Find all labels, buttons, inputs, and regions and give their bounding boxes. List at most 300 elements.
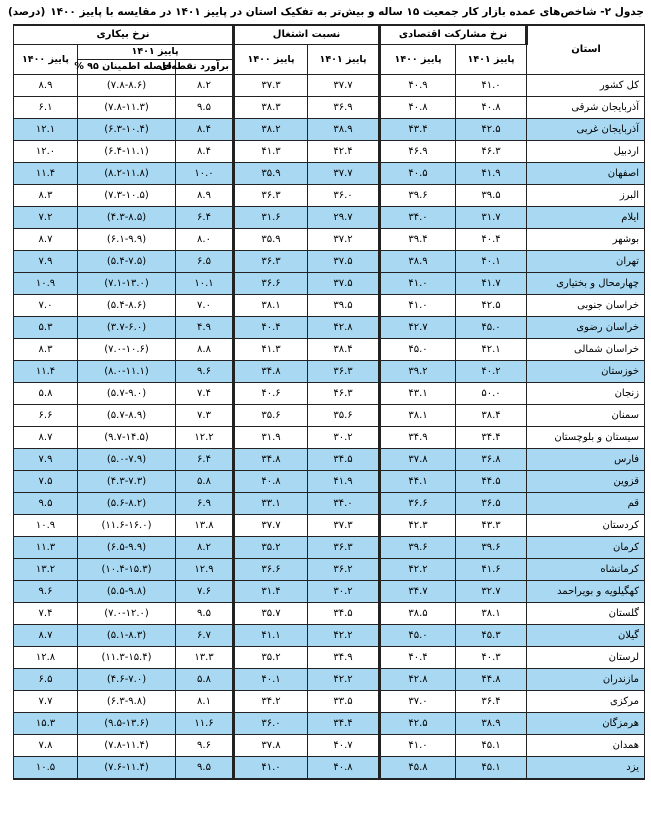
employment-1401-cell: ۳۰.۲ [308, 427, 380, 449]
employment-1401-cell: ۴۶.۳ [308, 383, 380, 405]
ci95-cell: (۷.۸-۱۱.۴) [78, 735, 176, 757]
table-row [14, 581, 645, 603]
employment-1400-header: پاییز ۱۴۰۰ [234, 45, 308, 75]
employment-1400-cell: ۳۱.۴ [234, 581, 308, 603]
table-row [14, 251, 645, 273]
participation-1400-cell: ۴۲.۷ [380, 317, 456, 339]
unemployment-1400-cell: ۱۱.۴ [14, 163, 78, 185]
employment-1400-cell: ۳۷.۳ [234, 75, 308, 97]
participation-1401-cell: ۴۱.۶ [456, 559, 527, 581]
participation-1401-cell: ۴۰.۸ [456, 97, 527, 119]
participation-1401-cell: ۴۰.۳ [456, 647, 527, 669]
table-row [14, 405, 645, 427]
unit-label: (درصد) [8, 6, 46, 18]
participation-1400-cell: ۳۸.۱ [380, 405, 456, 427]
table-row [14, 207, 645, 229]
province-cell: همدان [527, 735, 645, 757]
employment-1400-cell: ۳۳.۱ [234, 493, 308, 515]
table-row [14, 97, 645, 119]
ci95-cell: (۵.۷-۹.۰) [78, 383, 176, 405]
province-cell: کرمانشاه [527, 559, 645, 581]
participation-1400-cell: ۴۰.۴ [380, 647, 456, 669]
employment-1400-cell: ۳۱.۹ [234, 427, 308, 449]
employment-1401-cell: ۳۴.۵ [308, 603, 380, 625]
unemployment-1400-cell: ۷.۸ [14, 735, 78, 757]
ci95-cell: (۹.۷-۱۴.۵) [78, 427, 176, 449]
unemployment-1401-cell: ۱۰.۰ [176, 163, 234, 185]
employment-1401-cell: ۴۲.۴ [308, 141, 380, 163]
unemployment-1400-cell: ۷.۷ [14, 691, 78, 713]
unemployment-1401-cell: ۶.۴ [176, 207, 234, 229]
participation-1401-cell: ۴۳.۳ [456, 515, 527, 537]
employment-1401-cell: ۳۸.۹ [308, 119, 380, 141]
participation-1401-cell: ۳۲.۷ [456, 581, 527, 603]
ci95-cell: (۷.۰-۱۲.۰) [78, 603, 176, 625]
table-row [14, 75, 645, 97]
province-cell: یزد [527, 757, 645, 780]
table-row [14, 273, 645, 295]
ci95-cell: (۵.۵-۹.۸) [78, 581, 176, 603]
participation-1400-cell: ۴۴.۱ [380, 471, 456, 493]
title-row [8, 6, 644, 24]
ci95-header: فاصله اطمینان ۹۵ % [78, 60, 176, 75]
ci95-cell: (۶.۳-۱۰.۴) [78, 119, 176, 141]
province-cell: کهگیلویه و بویراحمد [527, 581, 645, 603]
table-row [14, 603, 645, 625]
employment-1400-cell: ۳۶.۶ [234, 273, 308, 295]
participation-1401-cell: ۴۵.۰ [456, 317, 527, 339]
participation-1400-cell: ۴۵.۰ [380, 339, 456, 361]
participation-1401-cell: ۴۰.۲ [456, 361, 527, 383]
ci95-cell: (۵.۶-۸.۲) [78, 493, 176, 515]
province-cell: تهران [527, 251, 645, 273]
employment-1400-cell: ۳۸.۳ [234, 97, 308, 119]
table-row [14, 141, 645, 163]
unemployment-1401-cell: ۸.۴ [176, 141, 234, 163]
ci95-cell: (۶.۱-۹.۹) [78, 229, 176, 251]
participation-1400-cell: ۴۲.۵ [380, 713, 456, 735]
unemployment-1401-header: پاییز ۱۴۰۱ [78, 45, 234, 60]
unemployment-1400-cell: ۷.۹ [14, 449, 78, 471]
participation-1401-cell: ۴۵.۱ [456, 757, 527, 780]
employment-1400-cell: ۳۵.۷ [234, 603, 308, 625]
participation-1400-cell: ۴۲.۸ [380, 669, 456, 691]
unemployment-1401-cell: ۴.۹ [176, 317, 234, 339]
ci95-cell: (۷.۱-۱۳.۰) [78, 273, 176, 295]
participation-1401-cell: ۳۱.۷ [456, 207, 527, 229]
participation-1401-cell: ۴۱.۹ [456, 163, 527, 185]
participation-1401-cell: ۵۰.۰ [456, 383, 527, 405]
unemployment-1401-cell: ۹.۵ [176, 97, 234, 119]
employment-1400-cell: ۴۰.۶ [234, 383, 308, 405]
participation-1400-cell: ۴۰.۵ [380, 163, 456, 185]
employment-1400-cell: ۳۸.۱ [234, 295, 308, 317]
participation-1400-cell: ۳۷.۰ [380, 691, 456, 713]
ci95-cell: (۵.۱-۸.۳) [78, 625, 176, 647]
employment-1401-header: پاییز ۱۴۰۱ [308, 45, 380, 75]
participation-1401-header: پاییز ۱۴۰۱ [456, 45, 527, 75]
unemployment-1401-cell: ۱۲.۲ [176, 427, 234, 449]
participation-1400-cell: ۳۶.۶ [380, 493, 456, 515]
province-cell: زنجان [527, 383, 645, 405]
point-estimate-header: برآورد نقطه‌ای [176, 60, 234, 75]
unemployment-1400-cell: ۸.۳ [14, 185, 78, 207]
participation-1400-cell: ۳۹.۶ [380, 185, 456, 207]
participation-1400-cell: ۴۵.۰ [380, 625, 456, 647]
employment-1401-cell: ۴۰.۷ [308, 735, 380, 757]
province-cell: البرز [527, 185, 645, 207]
ci95-cell: (۵.۰-۷.۹) [78, 449, 176, 471]
table-row [14, 449, 645, 471]
province-cell: سیستان و بلوچستان [527, 427, 645, 449]
unemployment-1400-cell: ۱۲.۸ [14, 647, 78, 669]
unemployment-1401-cell: ۸.۸ [176, 339, 234, 361]
unemployment-1401-cell: ۱۱.۶ [176, 713, 234, 735]
employment-1400-cell: ۳۶.۳ [234, 251, 308, 273]
unemployment-1400-cell: ۷.۹ [14, 251, 78, 273]
province-cell: آذربایجان غربی [527, 119, 645, 141]
participation-1400-cell: ۴۱.۰ [380, 735, 456, 757]
province-cell: چهارمحال و بختیاری [527, 273, 645, 295]
province-cell: گلستان [527, 603, 645, 625]
employment-1400-cell: ۳۶.۶ [234, 559, 308, 581]
unemployment-1401-cell: ۷.۳ [176, 405, 234, 427]
table-row [14, 537, 645, 559]
unemployment-1400-cell: ۱۲.۱ [14, 119, 78, 141]
unemployment-1401-cell: ۸.۲ [176, 537, 234, 559]
province-cell: لرستان [527, 647, 645, 669]
ci95-cell: (۶.۵-۹.۹) [78, 537, 176, 559]
participation-1400-header: پاییز ۱۴۰۰ [380, 45, 456, 75]
participation-1400-cell: ۳۹.۴ [380, 229, 456, 251]
participation-1401-cell: ۳۸.۴ [456, 405, 527, 427]
employment-1400-cell: ۴۱.۱ [234, 625, 308, 647]
employment-1401-cell: ۳۶.۹ [308, 97, 380, 119]
ci95-cell: (۶.۴-۱۱.۱) [78, 141, 176, 163]
participation-1400-cell: ۴۵.۸ [380, 757, 456, 780]
ci95-cell: (۵.۷-۸.۹) [78, 405, 176, 427]
table-row [14, 647, 645, 669]
table-row [14, 713, 645, 735]
employment-1401-cell: ۳۰.۲ [308, 581, 380, 603]
participation-1401-cell: ۴۶.۳ [456, 141, 527, 163]
employment-1401-cell: ۳۴.۵ [308, 449, 380, 471]
employment-1400-cell: ۴۰.۱ [234, 669, 308, 691]
participation-1400-cell: ۴۳.۱ [380, 383, 456, 405]
ci95-cell: (۴.۳-۸.۵) [78, 207, 176, 229]
participation-1401-cell: ۴۴.۵ [456, 471, 527, 493]
employment-1401-cell: ۳۶.۳ [308, 537, 380, 559]
table-body [14, 75, 645, 780]
table-row [14, 669, 645, 691]
employment-1401-cell: ۳۷.۵ [308, 273, 380, 295]
participation-1401-cell: ۴۱.۷ [456, 273, 527, 295]
unemployment-1401-cell: ۹.۶ [176, 735, 234, 757]
unemployment-1400-cell: ۷.۵ [14, 471, 78, 493]
participation-1400-cell: ۳۴.۹ [380, 427, 456, 449]
employment-1401-cell: ۳۶.۰ [308, 185, 380, 207]
ci95-cell: (۴.۳-۷.۳) [78, 471, 176, 493]
ci95-cell: (۷.۸-۱۱.۳) [78, 97, 176, 119]
employment-1401-cell: ۴۲.۸ [308, 317, 380, 339]
province-cell: اصفهان [527, 163, 645, 185]
participation-1401-cell: ۳۶.۵ [456, 493, 527, 515]
ci95-cell: (۶.۳-۹.۸) [78, 691, 176, 713]
participation-1401-cell: ۳۴.۴ [456, 427, 527, 449]
unemployment-1400-cell: ۱۱.۴ [14, 361, 78, 383]
participation-1401-cell: ۴۱.۰ [456, 75, 527, 97]
unemployment-1401-cell: ۶.۷ [176, 625, 234, 647]
participation-1401-cell: ۴۲.۱ [456, 339, 527, 361]
table-row [14, 757, 645, 780]
ci95-cell: (۵.۴-۷.۵) [78, 251, 176, 273]
participation-1401-cell: ۳۹.۶ [456, 537, 527, 559]
participation-1400-cell: ۴۳.۴ [380, 119, 456, 141]
unemployment-1400-cell: ۱۱.۳ [14, 537, 78, 559]
employment-1401-cell: ۳۸.۴ [308, 339, 380, 361]
employment-1401-cell: ۴۲.۲ [308, 625, 380, 647]
province-cell: خراسان جنوبی [527, 295, 645, 317]
table-row [14, 317, 645, 339]
table-row [14, 383, 645, 405]
labor-market-table [13, 24, 645, 780]
employment-1401-cell: ۴۱.۹ [308, 471, 380, 493]
unemployment-1401-cell: ۶.۵ [176, 251, 234, 273]
unemployment-1401-cell: ۹.۵ [176, 603, 234, 625]
employment-1400-cell: ۳۴.۸ [234, 449, 308, 471]
unemployment-1401-cell: ۷.۶ [176, 581, 234, 603]
participation-1401-cell: ۴۲.۵ [456, 295, 527, 317]
participation-1400-cell: ۳۹.۶ [380, 537, 456, 559]
participation-1400-cell: ۳۴.۷ [380, 581, 456, 603]
employment-1401-cell: ۳۷.۷ [308, 163, 380, 185]
participation-1400-cell: ۳۸.۹ [380, 251, 456, 273]
participation-1401-cell: ۴۰.۴ [456, 229, 527, 251]
ci95-cell: (۱۱.۳-۱۵.۴) [78, 647, 176, 669]
unemployment-1401-cell: ۷.۰ [176, 295, 234, 317]
unemployment-1400-cell: ۸.۹ [14, 75, 78, 97]
participation-1400-cell: ۳۷.۸ [380, 449, 456, 471]
unemployment-1400-cell: ۶.۱ [14, 97, 78, 119]
employment-1401-cell: ۳۶.۲ [308, 559, 380, 581]
employment-1400-cell: ۳۴.۲ [234, 691, 308, 713]
employment-1401-cell: ۴۰.۸ [308, 757, 380, 780]
unemployment-1400-cell: ۷.۰ [14, 295, 78, 317]
unemployment-1401-cell: ۹.۶ [176, 361, 234, 383]
ci95-cell: (۹.۵-۱۳.۶) [78, 713, 176, 735]
table-row [14, 625, 645, 647]
unemployment-1401-cell: ۱۳.۸ [176, 515, 234, 537]
unemployment-1400-cell: ۹.۶ [14, 581, 78, 603]
ci95-cell: (۵.۴-۸.۶) [78, 295, 176, 317]
table-row [14, 515, 645, 537]
unemployment-1401-cell: ۸.۹ [176, 185, 234, 207]
province-cell: قم [527, 493, 645, 515]
table-row [14, 735, 645, 757]
unemployment-1400-cell: ۸.۷ [14, 625, 78, 647]
province-cell: گیلان [527, 625, 645, 647]
province-cell: خراسان رضوی [527, 317, 645, 339]
unemployment-1401-cell: ۷.۴ [176, 383, 234, 405]
participation-1401-cell: ۴۵.۳ [456, 625, 527, 647]
employment-1400-cell: ۳۵.۲ [234, 537, 308, 559]
table-row [14, 295, 645, 317]
participation-header: نرخ مشارکت اقتصادی [380, 25, 527, 45]
table-row [14, 119, 645, 141]
participation-1401-cell: ۳۹.۵ [456, 185, 527, 207]
table-row [14, 559, 645, 581]
unemployment-1400-cell: ۹.۵ [14, 493, 78, 515]
employment-1401-cell: ۳۷.۲ [308, 229, 380, 251]
province-cell: کردستان [527, 515, 645, 537]
province-header: استان [527, 25, 645, 75]
employment-1400-cell: ۴۰.۴ [234, 317, 308, 339]
unemployment-1400-cell: ۸.۷ [14, 229, 78, 251]
page-title: جدول ۲- شاخص‌های عمده بازار کار جمعیت ۱۵ ساله و بیش‌تر به تفکیک استان در پاییز ۱۴۰۱ در مقایسه با پاییز ۱۴۰۰ [50, 6, 644, 18]
province-cell: فارس [527, 449, 645, 471]
participation-1400-cell: ۴۲.۲ [380, 559, 456, 581]
unemployment-1401-cell: ۹.۵ [176, 757, 234, 780]
participation-1401-cell: ۳۸.۱ [456, 603, 527, 625]
employment-1400-cell: ۳۷.۷ [234, 515, 308, 537]
employment-1400-cell: ۴۱.۰ [234, 757, 308, 780]
employment-1401-cell: ۴۲.۲ [308, 669, 380, 691]
participation-1400-cell: ۴۲.۳ [380, 515, 456, 537]
ci95-cell: (۷.۰-۱۰.۶) [78, 339, 176, 361]
province-cell: کل کشور [527, 75, 645, 97]
participation-1400-cell: ۴۱.۰ [380, 295, 456, 317]
unemployment-header: نرخ بیکاری [14, 25, 234, 45]
unemployment-1401-cell: ۸.۰ [176, 229, 234, 251]
participation-1400-cell: ۴۰.۹ [380, 75, 456, 97]
table-row [14, 229, 645, 251]
unemployment-1400-cell: ۸.۳ [14, 339, 78, 361]
participation-1400-cell: ۳۴.۰ [380, 207, 456, 229]
ci95-cell: (۱۰.۴-۱۵.۳) [78, 559, 176, 581]
table-row [14, 361, 645, 383]
participation-1401-cell: ۳۸.۹ [456, 713, 527, 735]
unemployment-1400-cell: ۸.۷ [14, 427, 78, 449]
table-row [14, 185, 645, 207]
participation-1401-cell: ۴۵.۱ [456, 735, 527, 757]
participation-1401-cell: ۴۲.۵ [456, 119, 527, 141]
employment-1401-cell: ۳۷.۳ [308, 515, 380, 537]
employment-1400-cell: ۳۵.۹ [234, 163, 308, 185]
province-cell: کرمان [527, 537, 645, 559]
province-cell: هرمزگان [527, 713, 645, 735]
employment-1400-cell: ۳۵.۲ [234, 647, 308, 669]
unemployment-1400-cell: ۷.۲ [14, 207, 78, 229]
employment-1400-cell: ۳۱.۶ [234, 207, 308, 229]
employment-1401-cell: ۲۹.۷ [308, 207, 380, 229]
employment-1401-cell: ۳۶.۳ [308, 361, 380, 383]
table-row [14, 339, 645, 361]
participation-1400-cell: ۳۹.۲ [380, 361, 456, 383]
participation-1401-cell: ۳۶.۸ [456, 449, 527, 471]
employment-1400-cell: ۳۷.۸ [234, 735, 308, 757]
ci95-cell: (۷.۶-۱۱.۴) [78, 757, 176, 780]
unemployment-1400-cell: ۱۰.۹ [14, 515, 78, 537]
participation-1400-cell: ۳۸.۵ [380, 603, 456, 625]
table-row [14, 427, 645, 449]
employment-1400-cell: ۳۵.۹ [234, 229, 308, 251]
participation-1401-cell: ۴۴.۸ [456, 669, 527, 691]
employment-1400-cell: ۴۱.۳ [234, 339, 308, 361]
participation-1400-cell: ۴۱.۰ [380, 273, 456, 295]
province-cell: ایلام [527, 207, 645, 229]
unemployment-1400-cell: ۱۰.۹ [14, 273, 78, 295]
unemployment-1400-cell: ۵.۸ [14, 383, 78, 405]
unemployment-1400-cell: ۷.۴ [14, 603, 78, 625]
unemployment-1401-cell: ۸.۴ [176, 119, 234, 141]
province-cell: مازندران [527, 669, 645, 691]
participation-1400-cell: ۴۶.۹ [380, 141, 456, 163]
ci95-cell: (۷.۸-۸.۶) [78, 75, 176, 97]
unemployment-1401-cell: ۶.۹ [176, 493, 234, 515]
ci95-cell: (۱۱.۶-۱۶.۰) [78, 515, 176, 537]
employment-1401-cell: ۳۳.۵ [308, 691, 380, 713]
employment-1401-cell: ۳۹.۵ [308, 295, 380, 317]
unemployment-1401-cell: ۸.۲ [176, 75, 234, 97]
unemployment-1400-cell: ۶.۶ [14, 405, 78, 427]
participation-1400-cell: ۴۰.۸ [380, 97, 456, 119]
employment-1401-cell: ۳۷.۵ [308, 251, 380, 273]
province-cell: مرکزی [527, 691, 645, 713]
unemployment-1401-cell: ۵.۸ [176, 471, 234, 493]
employment-1401-cell: ۳۴.۰ [308, 493, 380, 515]
employment-1400-cell: ۴۱.۳ [234, 141, 308, 163]
province-cell: آذربایجان شرقی [527, 97, 645, 119]
unemployment-1400-cell: ۱۰.۵ [14, 757, 78, 780]
table-row [14, 691, 645, 713]
employment-1401-cell: ۳۴.۴ [308, 713, 380, 735]
unemployment-1401-cell: ۸.۱ [176, 691, 234, 713]
ci95-cell: (۸.۲-۱۱.۸) [78, 163, 176, 185]
participation-1401-cell: ۴۰.۱ [456, 251, 527, 273]
employment-1400-cell: ۳۶.۰ [234, 713, 308, 735]
unemployment-1400-cell: ۶.۵ [14, 669, 78, 691]
employment-1401-cell: ۳۴.۹ [308, 647, 380, 669]
province-cell: خراسان شمالی [527, 339, 645, 361]
province-cell: قزوین [527, 471, 645, 493]
unemployment-1400-cell: ۵.۳ [14, 317, 78, 339]
employment-1401-cell: ۳۵.۶ [308, 405, 380, 427]
employment-1400-cell: ۳۸.۲ [234, 119, 308, 141]
province-cell: خوزستان [527, 361, 645, 383]
table-row [14, 163, 645, 185]
ci95-cell: (۸.۰-۱۱.۱) [78, 361, 176, 383]
unemployment-1401-cell: ۶.۴ [176, 449, 234, 471]
province-cell: بوشهر [527, 229, 645, 251]
unemployment-1400-header: پاییز ۱۴۰۰ [14, 45, 78, 75]
employment-1400-cell: ۳۴.۸ [234, 361, 308, 383]
employment-1401-cell: ۳۷.۷ [308, 75, 380, 97]
ci95-cell: (۳.۷-۶.۰) [78, 317, 176, 339]
employment-header: نسبت اشتغال [234, 25, 380, 45]
ci95-cell: (۷.۳-۱۰.۵) [78, 185, 176, 207]
table-row [14, 471, 645, 493]
unemployment-1400-cell: ۱۲.۰ [14, 141, 78, 163]
ci95-cell: (۴.۶-۷.۰) [78, 669, 176, 691]
unemployment-1401-cell: ۱۳.۳ [176, 647, 234, 669]
employment-1400-cell: ۳۶.۳ [234, 185, 308, 207]
employment-1400-cell: ۴۰.۸ [234, 471, 308, 493]
unemployment-1401-cell: ۱۰.۱ [176, 273, 234, 295]
unemployment-1401-cell: ۱۲.۹ [176, 559, 234, 581]
unemployment-1401-cell: ۵.۸ [176, 669, 234, 691]
unemployment-1400-cell: ۱۳.۲ [14, 559, 78, 581]
unemployment-1400-cell: ۱۵.۳ [14, 713, 78, 735]
